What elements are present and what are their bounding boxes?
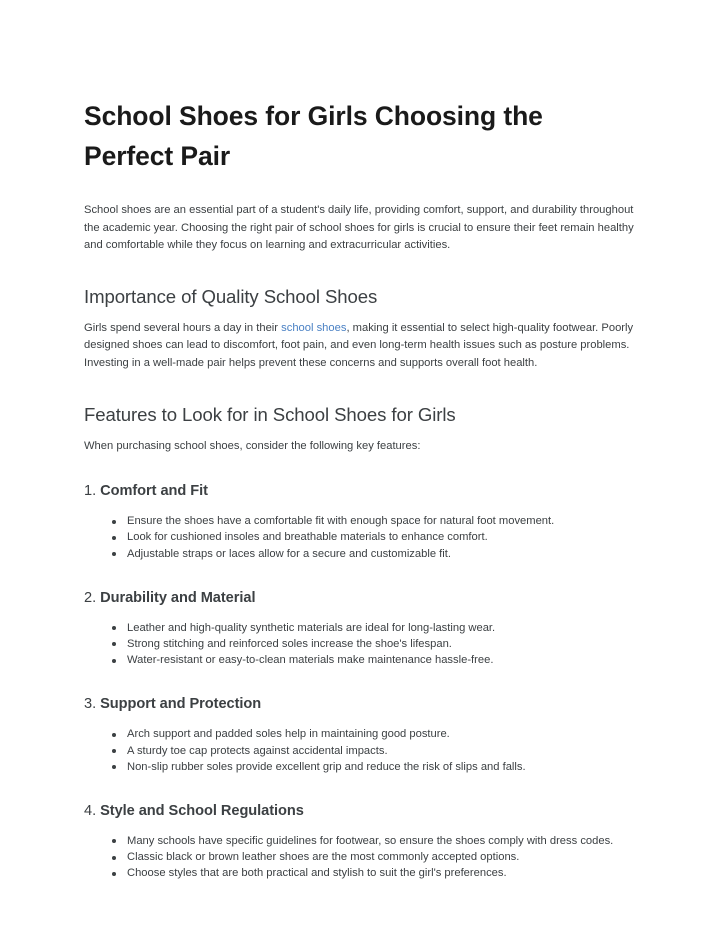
document-content — [84, 96, 636, 882]
feature-heading-durability-and-material — [84, 588, 636, 608]
bullet-icon — [112, 552, 116, 556]
importance-text-after-link: , making it essential to select high-quality footwear. Poorly designed shoes can lead to discomfort, foot pain, and even long-term health issues such as posture problems. Investing in a well-made pair helps prevent these concerns and supports overall foot health. — [84, 321, 634, 369]
feature-title: Style and School Regulations — [100, 802, 304, 819]
feature-title: Durability and Material — [100, 589, 256, 606]
feature-heading-style-and-school-regulations — [84, 801, 636, 821]
list-item-text: Water-resistant or easy-to-clean materials make maintenance hassle-free. — [127, 654, 494, 667]
page-title: School Shoes for Girls Choosing the Perfect Pair — [84, 101, 543, 171]
bullet-icon — [112, 733, 116, 737]
feature-heading-support-and-protection — [84, 694, 636, 714]
list-item — [84, 865, 636, 881]
list-item-text: Strong stitching and reinforced soles increase the shoe's lifespan. — [127, 637, 452, 650]
bullet-icon — [112, 872, 116, 876]
list-item — [84, 726, 636, 742]
feature-bullet-list-support-and-protection — [84, 726, 636, 775]
list-item-text: Leather and high-quality synthetic materials are ideal for long-lasting wear. — [127, 621, 496, 634]
importance-paragraph — [84, 320, 636, 373]
feature-title: Support and Protection — [100, 696, 262, 713]
feature-number: 2. — [84, 589, 97, 606]
feature-heading-comfort-and-fit — [84, 481, 636, 501]
feature-number: 4. — [84, 802, 97, 819]
bullet-icon — [112, 520, 116, 524]
list-item — [84, 652, 636, 668]
feature-number: 1. — [84, 483, 97, 500]
list-item-text: Non-slip rubber soles provide excellent grip and reduce the risk of slips and falls. — [127, 760, 526, 773]
bullet-icon — [112, 626, 116, 630]
list-item — [84, 759, 636, 775]
features-intro-paragraph: When purchasing school shoes, consider the following key features: — [84, 439, 421, 452]
list-item-text: Look for cushioned insoles and breathable materials to enhance comfort. — [127, 531, 488, 544]
list-item — [84, 636, 636, 652]
list-item-text: Ensure the shoes have a comfortable fit with enough space for natural foot movement. — [127, 515, 555, 528]
feature-number: 3. — [84, 696, 97, 713]
list-item — [84, 849, 636, 865]
bullet-icon — [112, 536, 116, 540]
bullet-icon — [112, 856, 116, 860]
bullet-icon — [112, 749, 116, 753]
list-item — [84, 743, 636, 759]
list-item-text: Choose styles that are both practical and stylish to suit the girl's preferences. — [127, 867, 507, 880]
feature-title: Comfort and Fit — [100, 483, 208, 500]
intro-paragraph: School shoes are an essential part of a student's daily life, providing comfort, support, and durability throughout the academic year. Choosing the right pair of school shoes for girls is crucial to ensure their feet remain healthy and comfortable while they focus on learning and extracurricular activities. — [84, 204, 634, 252]
bullet-icon — [112, 839, 116, 843]
bullet-icon — [112, 659, 116, 663]
list-item-text: Classic black or brown leather shoes are the most commonly accepted options. — [127, 851, 520, 864]
feature-bullet-list-comfort-and-fit — [84, 513, 636, 562]
bullet-icon — [112, 642, 116, 646]
list-item-text: A sturdy toe cap protects against accidental impacts. — [127, 744, 388, 757]
bullet-icon — [112, 765, 116, 769]
list-item — [84, 529, 636, 545]
list-item — [84, 513, 636, 529]
section-heading-importance: Importance of Quality School Shoes — [84, 285, 378, 307]
list-item — [84, 620, 636, 636]
school-shoes-link[interactable]: school shoes — [281, 321, 347, 334]
importance-text-before-link: Girls spend several hours a day in their — [84, 321, 282, 334]
feature-bullet-list-style-and-school-regulations — [84, 833, 636, 882]
list-item-text: Many schools have specific guidelines for footwear, so ensure the shoes comply with dress codes. — [127, 834, 614, 847]
list-item-text: Arch support and padded soles help in maintaining good posture. — [127, 728, 450, 741]
list-item — [84, 833, 636, 849]
list-item-text: Adjustable straps or laces allow for a secure and customizable fit. — [127, 547, 451, 560]
section-heading-features: Features to Look for in School Shoes for Girls — [84, 403, 456, 425]
feature-bullet-list-durability-and-material — [84, 620, 636, 669]
list-item — [84, 546, 636, 562]
